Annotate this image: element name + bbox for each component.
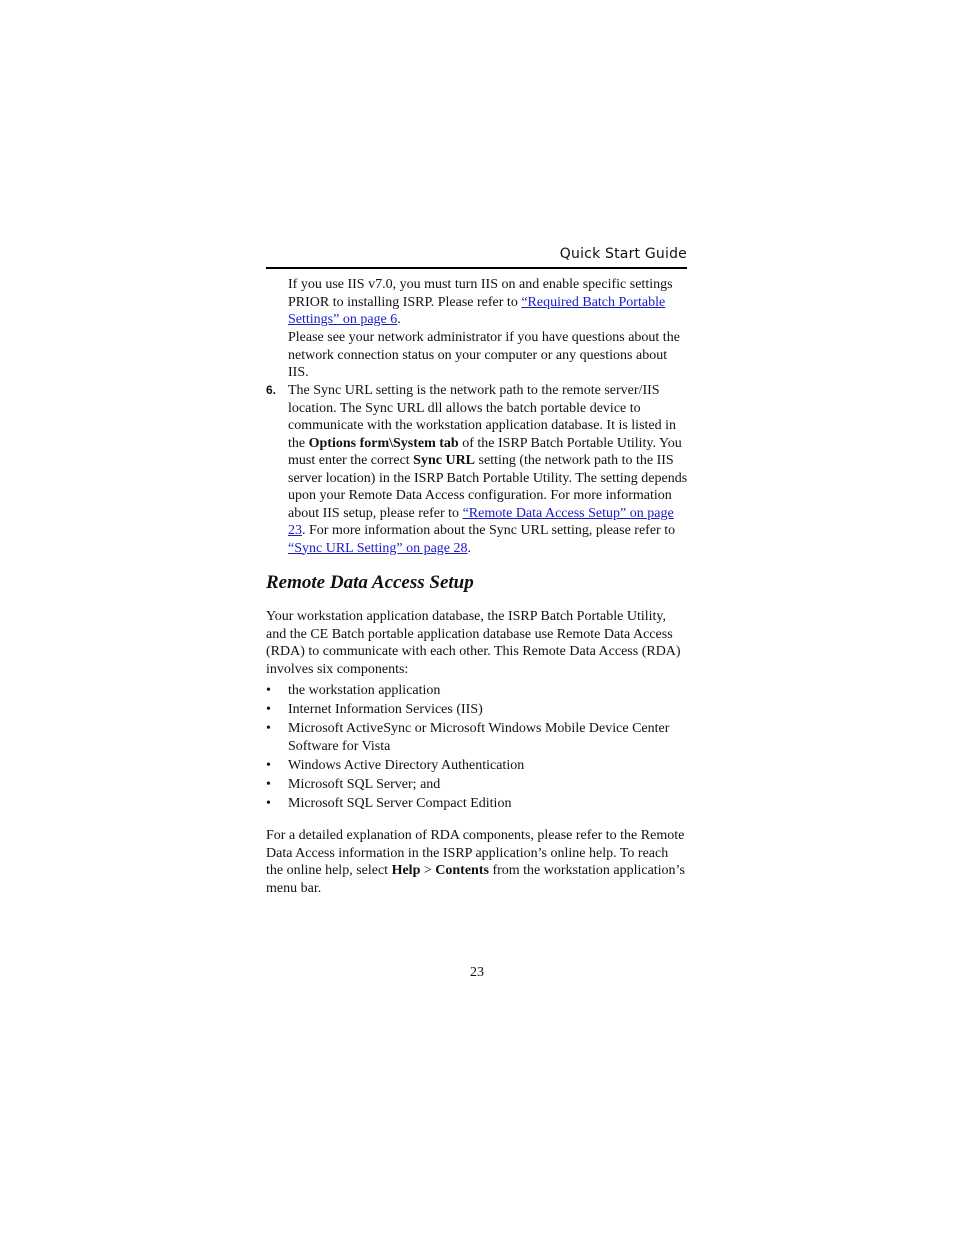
help-menu-label: Help — [391, 863, 421, 878]
rda-intro-paragraph: Your workstation application database, the ISRP Batch Portable Utility, and the CE Batch portable application database use Remote Data Access (RDA) to communicate with each other. This Remote Data Access (RDA) involves six components: — [266, 609, 681, 677]
remote-data-access-setup-link[interactable]: “Remote Data Access Setup” on page 23 — [288, 505, 674, 538]
sync-url-step-paragraph: The Sync URL setting is the network path to the remote server/IIS location. The Sync URL dll allows the batch portable device to communicate with the workstation application database. It is listed in the Options form\System tab of the ISRP Batch Portable Utility. You must enter the correct Sync URL setting (the network path to the IIS server location) in the ISRP Batch Portable Utility. The setting depends upon your Remote Data Access configuration. For more information about IIS setup, please refer to “Remote Data Access Setup” on page 23. For more information about the Sync URL setting, please refer to “Sync URL Setting” on page 28. — [288, 383, 688, 556]
list-item: • Microsoft ActiveSync or Microsoft Windows Mobile Device Center Software for Vista — [266, 721, 670, 754]
required-settings-link[interactable]: “Required Batch Portable Settings” on page 6 — [288, 294, 666, 327]
step-number: 6. — [266, 383, 277, 397]
options-form-label: Options form\System tab — [308, 435, 459, 451]
iis-note-paragraph: If you use IIS v7.0, you must turn IIS on and enable specific settings PRIOR to installing ISRP. Please refer to “Required Batch Portable Settings” on page 6. — [288, 277, 673, 327]
running-header-title: Quick Start Guide — [559, 246, 687, 262]
contents-menu-label: Contents — [435, 863, 489, 878]
section-heading: Remote Data Access Setup — [266, 572, 474, 593]
list-item: • Internet Information Services (IIS) — [266, 702, 483, 717]
list-item: • Microsoft SQL Server Compact Edition — [266, 795, 512, 811]
list-item: • the workstation application — [266, 683, 441, 698]
network-admin-paragraph: Please see your network administrator if you have questions about the network connection status on your computer or any questions about IIS. — [288, 330, 680, 380]
sync-url-label: Sync URL — [413, 453, 476, 468]
rda-components-list — [266, 682, 687, 814]
list-item: • Microsoft SQL Server; and — [266, 776, 441, 792]
rda-help-paragraph: For a detailed explanation of RDA components, please refer to the Remote Data Access information in the ISRP application’s online help. To reach the online help, select Help > Contents from the workstation application’s menu bar. — [266, 828, 685, 896]
sync-url-setting-link[interactable]: “Sync URL Setting” on page 28 — [288, 540, 468, 556]
list-item: • Windows Active Directory Authentication — [266, 757, 525, 773]
page-number: 23 — [470, 965, 484, 980]
page-header — [266, 244, 687, 269]
